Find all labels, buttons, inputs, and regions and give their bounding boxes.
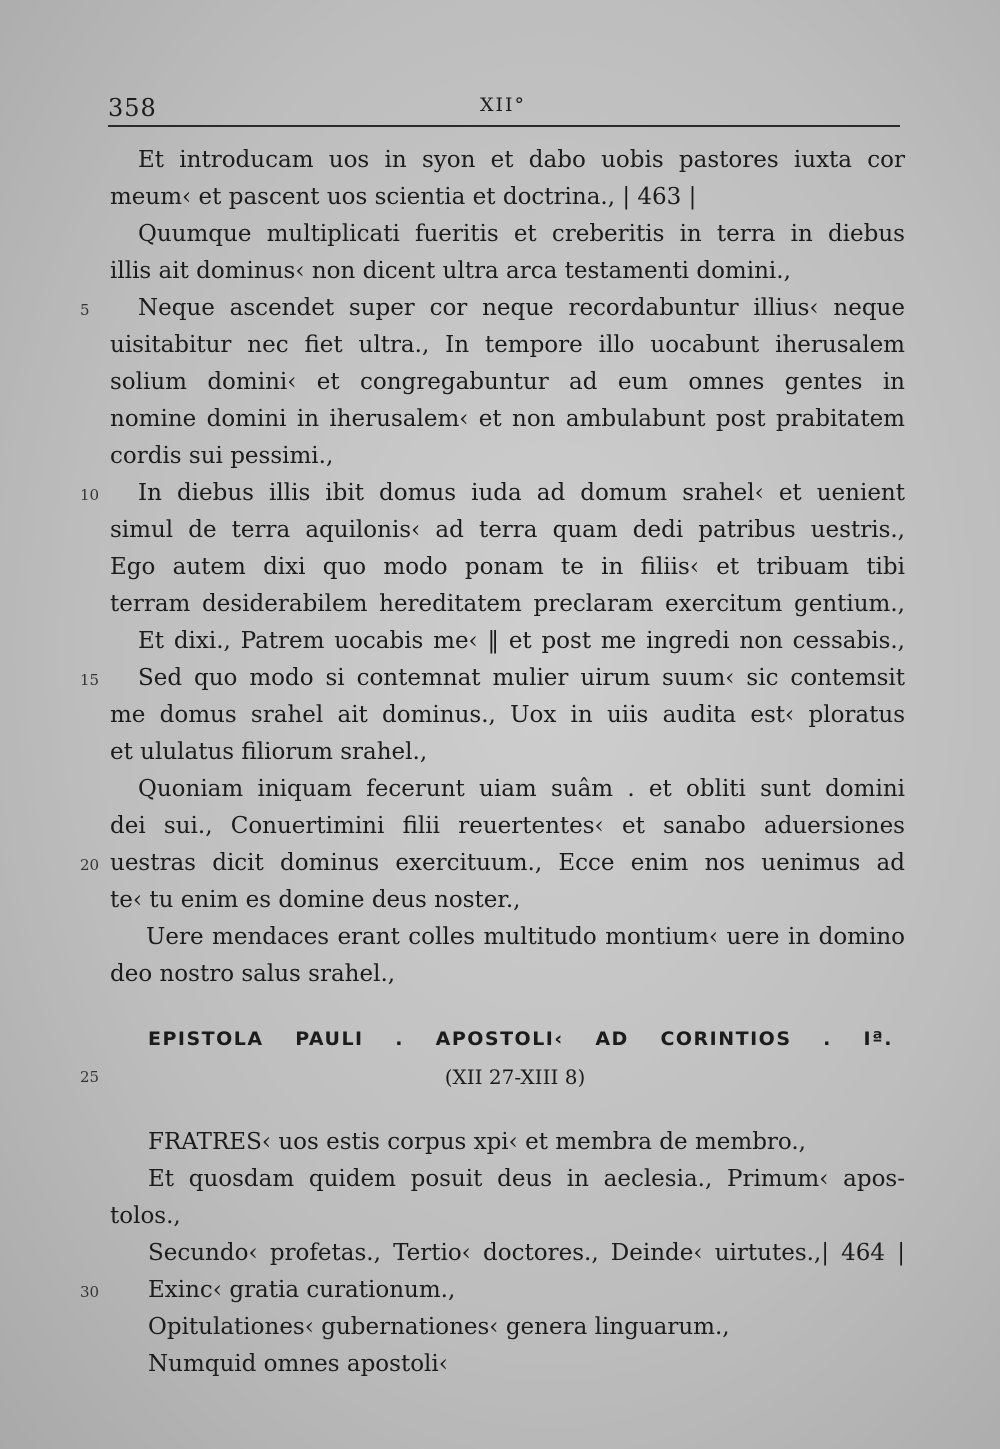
header-rule [108, 125, 900, 127]
line-text: et ululatus filiorum srahel., [110, 739, 428, 765]
line-text: Et introducam uos in syon et dabo uobis pastores iuxta cor [138, 147, 905, 173]
text-line [110, 1124, 905, 1161]
text-line [110, 253, 905, 290]
text-line [110, 808, 905, 845]
line-text: meum‹ et pascent uos scientia et doctrina., | 463 | [110, 184, 697, 210]
text-line [110, 179, 905, 216]
text-line [110, 364, 905, 401]
text-line [110, 512, 905, 549]
section-title: EPISTOLA PAULI . APOSTOLI‹ AD CORINTIOS . Iª. [148, 1028, 893, 1050]
line-text: Exinc‹ gratia curationum., [148, 1277, 456, 1303]
page-header [108, 94, 898, 126]
line-text: solium domini‹ et congregabuntur ad eum omnes gentes in [110, 369, 905, 395]
line-text: Neque ascendet super cor neque recordabuntur illius‹ neque [138, 295, 905, 321]
text-line [110, 1235, 905, 1272]
text-line [110, 1198, 905, 1235]
text-line [110, 216, 905, 253]
line-number: 25 [80, 1068, 100, 1086]
line-text: te‹ tu enim es domine deus noster., [110, 887, 521, 913]
epistle-text-block [80, 1124, 905, 1383]
text-line [110, 771, 905, 808]
line-text: me domus srahel ait dominus., Uox in uiis audita est‹ ploratus [110, 702, 905, 728]
section-reference: (XII 27-XIII 8) [444, 1065, 586, 1089]
line-text: simul de terra aquilonis‹ ad terra quam dedi patribus uestris., [110, 517, 905, 543]
line-text: Sed quo modo si contemnat mulier uirum suum‹ sic contemsit [138, 665, 905, 691]
text-line [110, 697, 905, 734]
line-text: Uere mendaces erant colles multitudo montium‹ uere in domino [146, 924, 905, 950]
page-number: 358 [108, 94, 157, 122]
line-text: Opitulationes‹ gubernationes‹ genera linguarum., [148, 1314, 730, 1340]
line-text: FRATRES‹ uos estis corpus xpi‹ et membra de membro., [148, 1129, 806, 1155]
main-text-block [80, 142, 905, 993]
line-text: Et quosdam quidem posuit deus in aeclesia., Primum‹ apos- [148, 1166, 905, 1192]
line-number: 15 [80, 671, 100, 689]
line-text: Quumque multiplicati fueritis et creberitis in terra in diebus [138, 221, 905, 247]
line-text: Numquid omnes apostoli‹ [148, 1351, 448, 1377]
text-line [80, 290, 905, 327]
text-line [80, 660, 905, 697]
line-text: deo nostro salus srahel., [110, 961, 396, 987]
text-line [110, 956, 905, 993]
text-line [80, 475, 905, 512]
text-line [110, 549, 905, 586]
line-number: 30 [80, 1283, 100, 1301]
line-text: Et dixi., Patrem uocabis me‹ ‖ et post me ingredi non cessabis., [138, 628, 905, 654]
line-text: illis ait dominus‹ non dicent ultra arca testamenti domini., [110, 258, 791, 284]
line-number: 10 [80, 486, 100, 504]
text-line [110, 1346, 905, 1383]
text-line [110, 142, 905, 179]
text-line [80, 1272, 905, 1309]
text-line [110, 1161, 905, 1198]
line-text: tolos., [110, 1203, 181, 1229]
line-number: 5 [80, 301, 90, 319]
text-line [110, 401, 905, 438]
running-head: XII° [480, 94, 527, 116]
line-text: nomine domini in iherusalem‹ et non ambulabunt post prabitatem [110, 406, 905, 432]
line-text: uisitabitur nec fiet ultra., In tempore illo uocabunt iherusalem [110, 332, 905, 358]
line-text: dei sui., Conuertimini filii reuertentes‹ et sanabo aduersiones [110, 813, 905, 839]
text-line [110, 1309, 905, 1346]
line-text: terram desiderabilem hereditatem preclaram exercitum gentium., [110, 591, 905, 617]
line-number: 20 [80, 856, 100, 874]
line-text: uestras dicit dominus exercituum., Ecce enim nos uenimus ad [110, 850, 905, 876]
line-text: Ego autem dixi quo modo ponam te in filiis‹ et tribuam tibi [110, 554, 905, 580]
text-line [110, 586, 905, 623]
line-text: Quoniam iniquam fecerunt uiam suâm . et obliti sunt domini [138, 776, 905, 802]
text-line [110, 327, 905, 364]
text-line [110, 882, 905, 919]
text-line [110, 438, 905, 475]
text-line [110, 734, 905, 771]
line-text: Secundo‹ profetas., Tertio‹ doctores., Deinde‹ uirtutes.,| 464 | [148, 1240, 905, 1266]
text-line [110, 623, 905, 660]
line-text: In diebus illis ibit domus iuda ad domum srahel‹ et uenient [138, 480, 905, 506]
line-text: cordis sui pessimi., [110, 443, 334, 469]
text-line [80, 845, 905, 882]
text-line [110, 919, 905, 956]
